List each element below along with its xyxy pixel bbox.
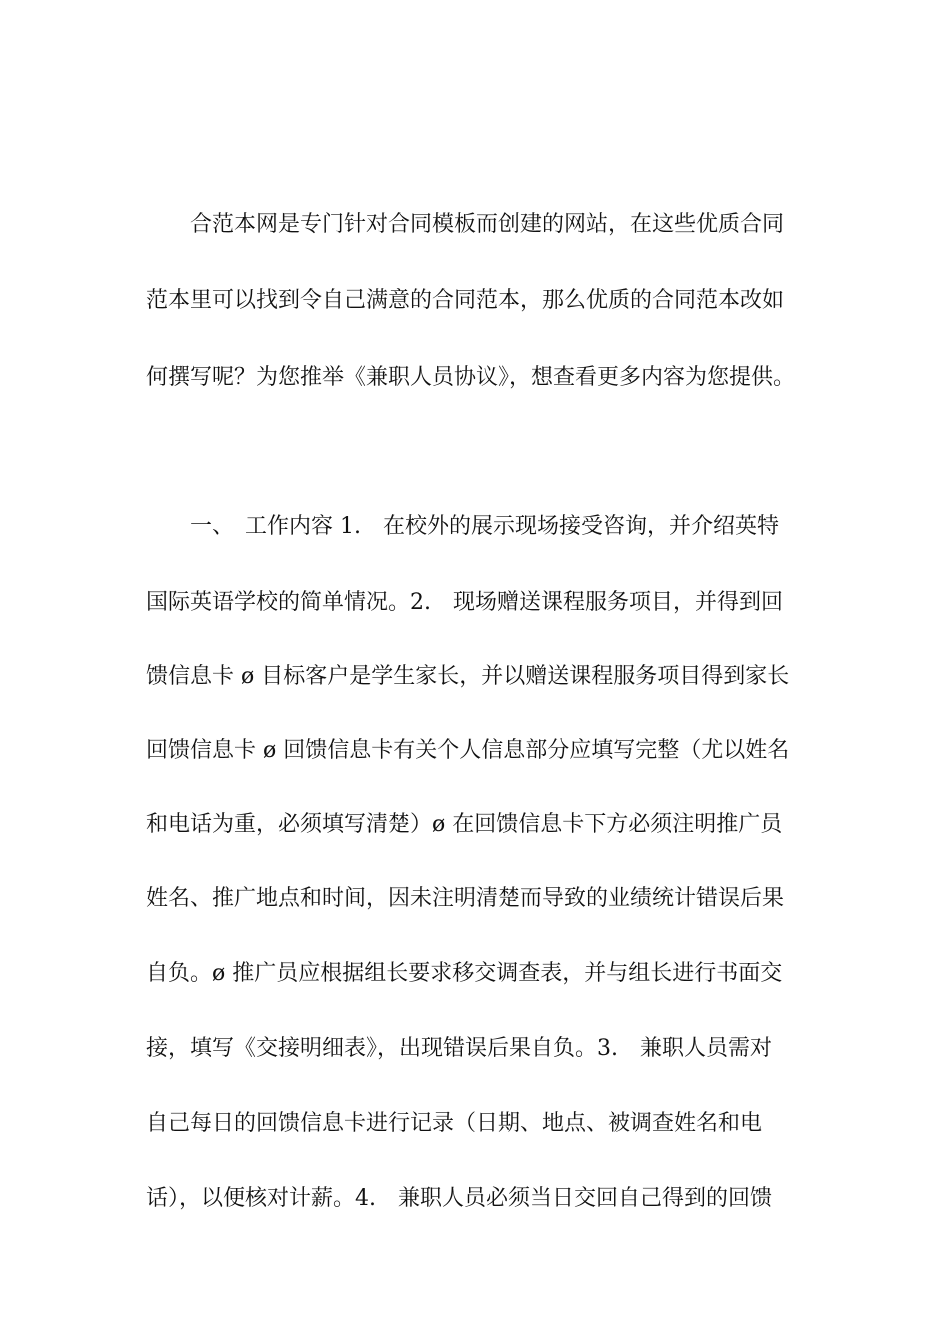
body-line: 接，填写《交接明细表》，出现错误后果自负。3. 兼职人员需对	[146, 1036, 772, 1061]
intro-line: 范本里可以找到令自己满意的合同范本，那么优质的合同范本改如	[146, 288, 785, 313]
body-line: 姓名、推广地点和时间，因未注明清楚而导致的业绩统计错误后果	[146, 886, 785, 911]
intro-line: 合范本网是专门针对合同模板而创建的网站，在这些优质合同	[190, 212, 785, 237]
body-line: 一、 工作内容 1. 在校外的展示现场接受咨询，并介绍英特	[190, 514, 779, 539]
body-line: 回馈信息卡 ø 回馈信息卡有关个人信息部分应填写完整（尤以姓名	[146, 738, 790, 763]
intro-line: 何撰写呢？为您推举《兼职人员协议》，想查看更多内容为您提供。	[146, 365, 796, 390]
body-line: 国际英语学校的简单情况。2. 现场赠送课程服务项目，并得到回	[146, 590, 783, 615]
body-line: 馈信息卡 ø 目标客户是学生家长，并以赠送课程服务项目得到家长	[146, 664, 790, 689]
body-line: 自负。ø 推广员应根据组长要求移交调查表，并与组长进行书面交	[146, 961, 783, 986]
body-line: 自己每日的回馈信息卡进行记录（日期、地点、被调查姓名和电	[146, 1111, 763, 1136]
body-line: 和电话为重，必须填写清楚）ø 在回馈信息卡下方必须注明推广员	[146, 812, 783, 837]
body-line: 话），以便核对计薪。4. 兼职人员必须当日交回自己得到的回馈	[146, 1186, 772, 1211]
